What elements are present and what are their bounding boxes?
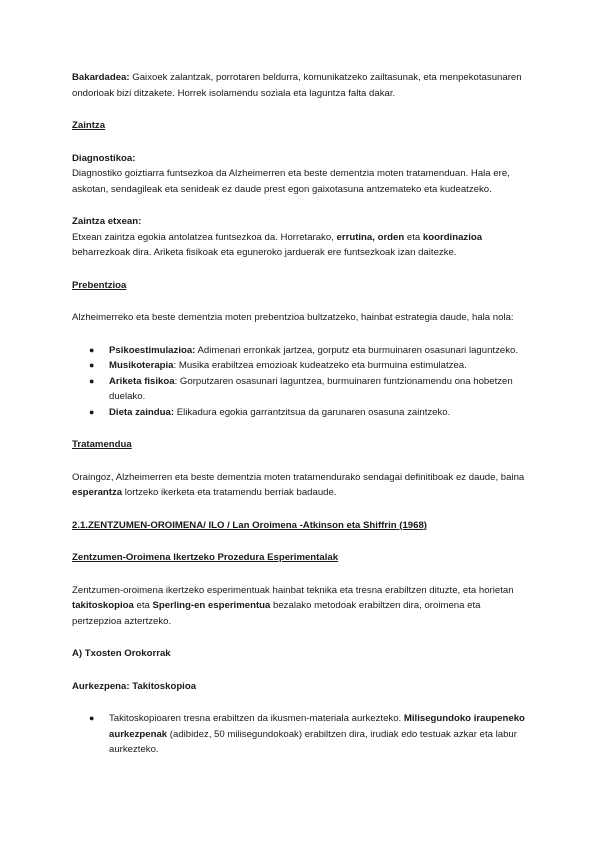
zaintza-etxean-text xyxy=(72,230,532,261)
list-item-label: Musikoterapia xyxy=(109,360,174,371)
list-item-text: Elikadura egokia garrantzitsua da garunaren osasuna zaintzeko. xyxy=(174,406,451,418)
prebentzioa-list xyxy=(72,343,532,421)
list-item-label: Psikoestimulazioa: xyxy=(109,344,196,356)
etxean-text-1: Etxean zaintza egokia antolatzea funtsezkoa da. Horretarako, xyxy=(72,231,337,243)
prozedura-heading: Zentzumen-Oroimena Ikertzeko Prozedura Esperimentalak xyxy=(72,552,339,563)
aurkezpena-text-1: Takitoskopioaren tresna erabiltzen da ikusmen-materiala aurkezteko. xyxy=(109,713,404,724)
prozedura-text-3: bezalako metodoak erabiltzen dira, oroimena eta pertzepzioa aztertzeko. xyxy=(72,600,481,627)
bullet-icon: ● xyxy=(89,375,95,386)
aurkezpena-bold-1: Milisegundoko iraupeneko aurkezpenak xyxy=(109,713,525,740)
bullet-icon: ● xyxy=(89,406,95,417)
tratamendua-heading: Tratamendua xyxy=(72,439,132,450)
document-page xyxy=(72,70,532,775)
bakardadea-label: Bakardadea: xyxy=(72,72,130,83)
zaintza-etxean-label: Zaintza etxean: xyxy=(72,216,142,227)
bullet-icon: ● xyxy=(89,713,95,723)
list-item-label: Dieta zaindua: xyxy=(109,406,175,418)
tratamendua-text-1: Oraingoz, Alzheimerren eta beste dementzia moten tratamendurako sendagai definitiboak ez daude, baina xyxy=(72,471,525,483)
prozedura-text-2: eta xyxy=(133,600,153,611)
tratamendua-bold-1: esperantza xyxy=(72,487,123,498)
zaintza-heading: Zaintza xyxy=(72,120,106,131)
diagnostikoa-text: Diagnostiko goiztiarra funtsezkoa da Alzheimerren eta beste dementzia moten tratamenduan. Hala ere, askotan, sendagileak eta senideak ez daude prest egon gaixotasuna antzemateko eta kudeatzeko. xyxy=(72,168,510,195)
list-item-label: Ariketa fisikoa xyxy=(109,375,175,387)
aurkezpena-heading: Aurkezpena: Takitoskopioa xyxy=(72,680,197,692)
list-item-text: : Gorputzaren osasunari laguntzea, burmuinaren funtzionamendu ona hobetzen duelako. xyxy=(109,375,513,402)
list-item xyxy=(72,358,532,374)
list-item xyxy=(72,405,532,421)
prebentzioa-heading: Prebentzioa xyxy=(72,279,127,291)
list-item-text: : Musika erabiltzea emozioak kudeatzeko eta burmuina estimulatzea. xyxy=(173,360,467,371)
list-item xyxy=(72,374,532,405)
etxean-bold-2: koordinazioa xyxy=(422,231,483,243)
list-item-text: Adimenari erronkak jartzea, gorputz eta burmuinaren osasunari laguntzeko. xyxy=(195,344,519,356)
prozedura-bold-1: takitoskopioa xyxy=(72,600,134,611)
tratamendua-text-2: lortzeko ikerketa eta tratamendu berriak badaude. xyxy=(122,487,337,498)
prozedura-text xyxy=(72,583,532,630)
txosten-heading: A) Txosten Orokorrak xyxy=(72,648,171,659)
aurkezpena-text-2: (adibidez, 50 milisegundokoak) erabiltzen dira, irudiak edo testuak azkar eta labur aurkezteko. xyxy=(109,728,517,755)
aurkezpena-list xyxy=(72,711,532,758)
tratamendua-text xyxy=(72,470,532,501)
list-item xyxy=(72,711,532,758)
diagnostikoa-label: Diagnostikoa: xyxy=(72,152,136,164)
bullet-icon: ● xyxy=(89,344,95,355)
etxean-text-2: eta xyxy=(404,231,423,243)
prozedura-text-1: Zentzumen-oroimena ikertzeko esperimentuak hainbat teknika eta tresna erabiltzen dituzte, eta horietan xyxy=(72,584,514,596)
section-2-1-heading: 2.1.ZENTZUMEN-OROIMENA/ ILO / Lan Oroimena -Atkinson eta Shiffrin (1968) xyxy=(72,519,428,531)
list-item xyxy=(72,343,532,359)
bullet-icon: ● xyxy=(89,360,95,370)
bakardadea-text: Gaixoek zalantzak, porrotaren beldurra, komunikatzeko zailtasunak, eta menpekotasunaren ondorioak bizi ditzakete. Horrek isolamendu soziala eta laguntza falta dakar. xyxy=(72,72,522,99)
etxean-text-3: beharrezkoak dira. Ariketa fisikoak eta eguneroko jarduerak ere funtsezkoak izan daitezke. xyxy=(72,247,457,258)
bakardadea-paragraph xyxy=(72,70,532,101)
prozedura-bold-2: Sperling-en esperimentua xyxy=(152,600,271,611)
etxean-bold-1: errutina, orden xyxy=(336,231,405,243)
prebentzioa-intro: Alzheimerreko eta beste dementzia moten prebentzioa bultzatzeko, hainbat estrategia daude, hala nola: xyxy=(72,312,514,323)
